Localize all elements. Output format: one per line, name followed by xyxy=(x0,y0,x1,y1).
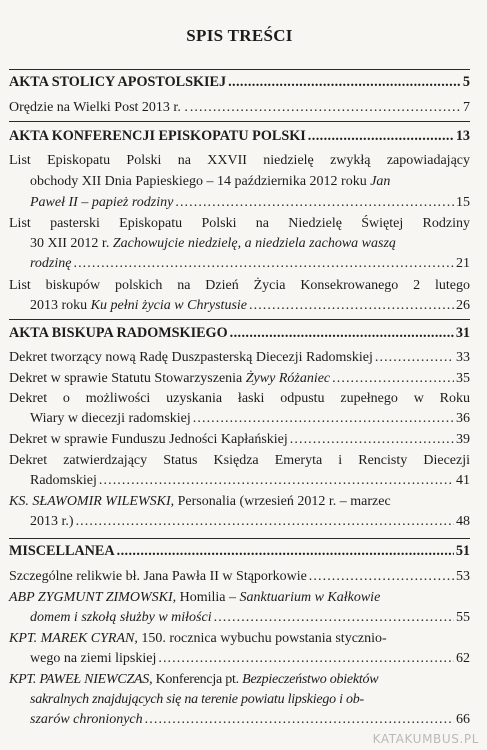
section-heading: MISCELLANEA ..... 51 xyxy=(9,541,470,561)
toc-entry-cont: sakralnych znajdujących się na terenie powiatu lipskiego i ob- xyxy=(30,692,364,707)
toc-entry: KS. SŁAWOMIR WILEWSKI, Personalia (wrzesień 2012 r. – marzec xyxy=(9,494,391,509)
section-divider xyxy=(9,319,470,320)
toc-entry-cont: szarów chronionych ..... 66 xyxy=(9,710,470,730)
toc-entry: Orędzie na Wielki Post 2013 r. . ..... 7 xyxy=(9,98,470,118)
toc-entry: Dekret zatwierdzający Status Księdza Emeryta i Rencisty Diecezji xyxy=(9,453,470,468)
toc-entry: Dekret o możliwości uzyskania łaski odpustu zupełnego w Roku xyxy=(9,391,470,406)
toc-entry: KPT. MAREK CYRAN, 150. rocznica wybuchu powstania stycznio- xyxy=(9,631,387,646)
toc-entry-cont: 2013 r.) ..... 48 xyxy=(9,512,470,532)
toc-entry: List pasterski Episkopatu Polski na Niedzielę Świętej Rodziny xyxy=(9,216,470,231)
toc-entry-cont: Paweł II – papież rodziny ..... 15 xyxy=(9,193,470,213)
toc-entry-cont: rodzinę ..... 21 xyxy=(9,254,470,274)
toc-entry: Szczególne relikwie bł. Jana Pawła II w Stąporkowie ..... 53 xyxy=(9,567,470,587)
toc-entry: List biskupów polskich na Dzień Życia Konsekrowanego 2 lutego xyxy=(9,278,470,293)
toc-entry-cont: Wiary w diecezji radomskiej ..... 36 xyxy=(9,409,470,429)
toc-entry: List Episkopatu Polski na XXVII niedzielę zwykłą zapowiadający xyxy=(9,153,470,168)
toc-entry: Dekret w sprawie Statutu Stowarzyszenia Żywy Różaniec ..... 35 xyxy=(9,369,470,389)
section-divider xyxy=(9,69,470,70)
toc-entry: Dekret w sprawie Funduszu Jedności Kapłańskiej ..... 39 xyxy=(9,430,470,450)
section-heading: AKTA BISKUPA RADOMSKIEGO ..... 31 xyxy=(9,323,470,343)
toc-entry-cont: Radomskiej ..... 41 xyxy=(9,471,470,491)
section-divider xyxy=(9,538,470,539)
section-divider xyxy=(9,121,470,122)
page-title: SPIS TREŚCI xyxy=(186,26,293,45)
toc-entry-cont: wego na ziemi lipskiej ..... 62 xyxy=(9,649,470,669)
watermark: KATAKUMBUS.PL xyxy=(372,732,479,746)
toc-entry: Dekret tworzący nową Radę Duszpasterską Diecezji Radomskiej ..... 33 xyxy=(9,348,470,368)
toc-entry-cont: obchody XII Dnia Papieskiego – 14 października 2012 roku Jan xyxy=(30,174,391,189)
toc-entry-cont: domem i szkołą służby w miłości ..... 55 xyxy=(9,608,470,628)
section-heading: AKTA KONFERENCJI EPISKOPATU POLSKI ..... 13 xyxy=(9,126,470,146)
toc-entry-cont: 30 XII 2012 r. Zachowujcie niedzielę, a niedziela zachowa waszą xyxy=(30,236,396,251)
toc-entry-cont: 2013 roku Ku pełni życia w Chrystusie ..... 26 xyxy=(9,296,470,316)
toc-entry: KPT. PAWEŁ NIEWCZAS, Konferencja pt. Bezpieczeństwo obiektów xyxy=(9,672,379,687)
section-heading: AKTA STOLICY APOSTOLSKIEJ ..... 5 xyxy=(9,72,470,92)
toc-entry: ABP ZYGMUNT ZIMOWSKI, Homilia – Sanktuarium w Kałkowie xyxy=(9,590,381,605)
